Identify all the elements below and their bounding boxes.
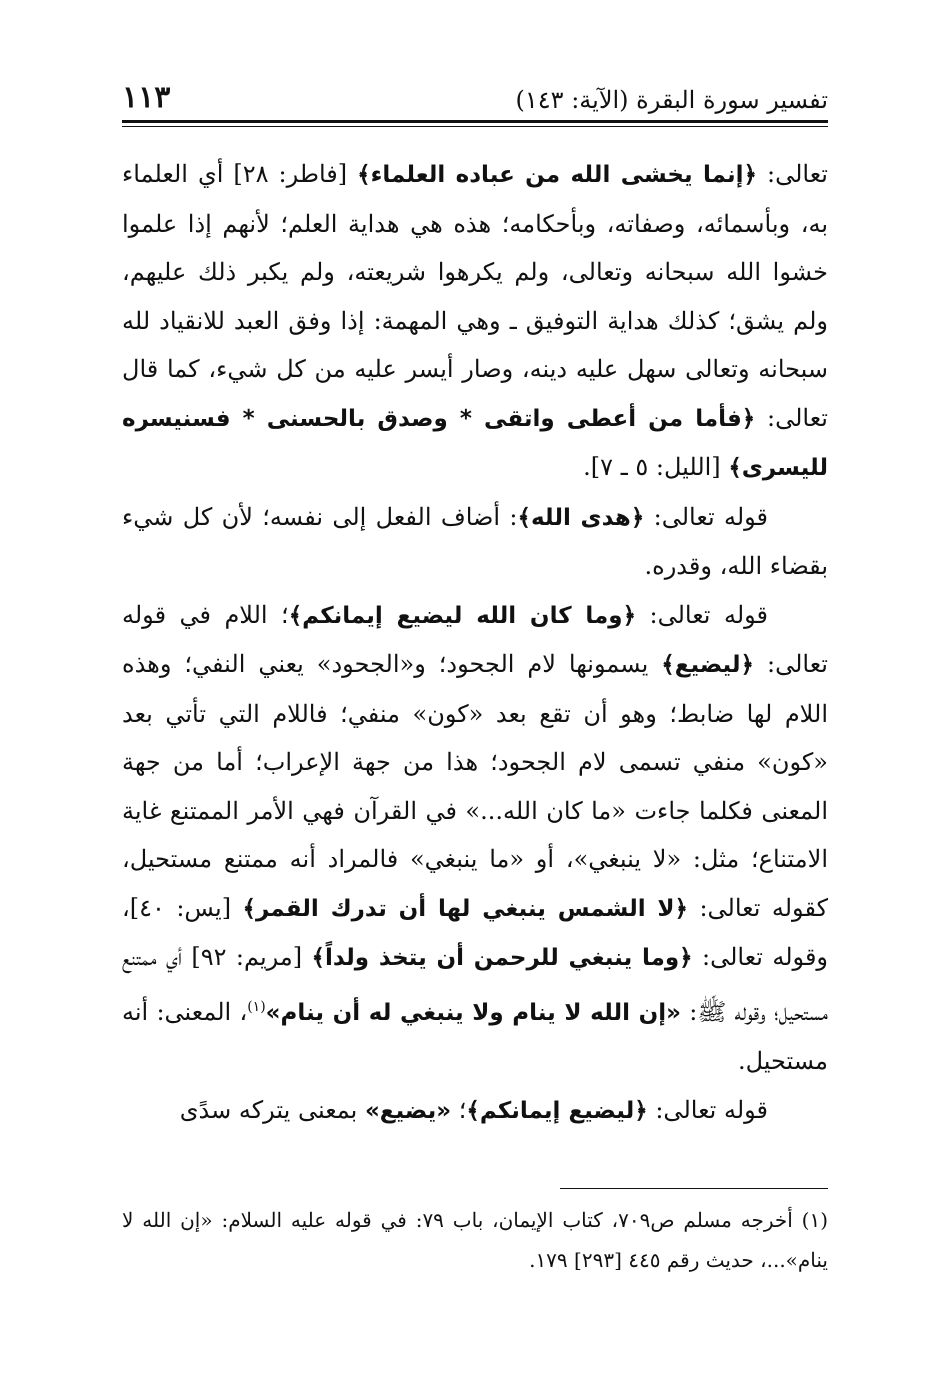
quoted-text: ﴿وما كان الله ليضيع إيمانكم﴾: [288, 602, 637, 629]
text-run: [الليل: ٥ ـ ٧].: [583, 453, 729, 481]
main-text: [122, 150, 828, 1135]
text-run: ؛: [451, 1095, 467, 1124]
text-run: بمعنى يتركه سدًى: [179, 1095, 365, 1124]
paragraph: [122, 1086, 828, 1136]
quoted-text: ﴿لا الشمس ينبغي لها أن تدرك القمر﴾: [242, 895, 689, 922]
header-rule-thin: [122, 126, 828, 127]
text-run: قوله تعالى:: [647, 1095, 768, 1124]
footnote: (١) أخرجه مسلم ص٧٠٩، كتاب الإيمان، باب ٧٩: في قوله عليه السلام: «إن الله لا ينام»...، حديث رقم ٤٤٥ [٢٩٣] ١٧٩.: [122, 1208, 828, 1272]
quoted-text: ﴿إنما يخشى الله من عباده العلماء﴾: [357, 162, 758, 188]
footnotes: [122, 1200, 828, 1280]
text-run: يسمونها لام الجحود؛ و«الجحود» يعني النفي؛ وهذه اللام لها ضابط؛ وهو أن تقع بعد «كون» منفي؛ فاللام التي تأتي بعد «كون» منفي تسمى لام الجحود؛ هذا من جهة الإعراب؛ أما من جهة المعنى فكلما جاءت «ما كان الله...» في القرآن فهي الأمر الممتنع غاية الامتناع؛ مثل: «لا ينبغي»، أو «ما ينبغي» فالمراد أنه ممتنع مستحيل، كقوله تعالى:: [122, 650, 829, 922]
footnote-separator: [560, 1188, 828, 1189]
page-number: ١١٣: [122, 80, 171, 115]
quoted-text: ﴿وما ينبغي للرحمن أن يتخذ ولداً﴾: [311, 945, 693, 971]
quoted-text: ﴿هدى الله﴾: [517, 504, 645, 531]
text-run: قوله تعالى:: [636, 600, 768, 629]
text-run: قوله تعالى:: [644, 502, 768, 531]
header-rule: [122, 120, 828, 123]
text-run: [مريم: ٩٢] أي ممتنع مستحيل؛ وقوله ﷺ:: [122, 943, 829, 1026]
text-run: تعالى:: [757, 160, 828, 188]
text-run: [فاطر: ٢٨] أي العلماء به، وبأسمائه، وصفاته، وبأحكامه؛ هذه هي هداية العلم؛ لأنهم إذا علموا خشوا الله سبحانه وتعالى، ولم يكرهوا شريعته، ولم يكبر ذلك عليهم، ولم يشق؛ كذلك هداية التوفيق ـ وهي المهمة: إذا وفق العبد للانقياد لله سبحانه وتعالى سهل عليه دينه، وصار أيسر عليه من كل شيء، كما قال تعالى:: [122, 160, 829, 432]
quoted-text: ﴿فأما من أعطى واتقى * وصدق بالحسنى * فسنيسره لليسرى﴾: [122, 405, 828, 481]
running-header: [122, 80, 828, 118]
quoted-text: «يضيع»: [364, 1097, 452, 1124]
paragraph: [122, 493, 828, 591]
text-run: ؛ اللام في قوله تعالى:: [122, 600, 828, 678]
quoted-text: «إن الله لا ينام ولا ينبغي له أن ينام»: [265, 999, 681, 1026]
paragraph: [122, 591, 828, 1086]
footnote-marker: (١): [247, 998, 266, 1015]
quoted-text: ﴿ليضيع إيمانكم﴾: [466, 1097, 648, 1124]
quoted-text: ﴿ليضيع﴾: [661, 652, 755, 678]
header-title: تفسير سورة البقرة (الآية: ١٤٣): [515, 86, 828, 114]
text-run: [يس: ٤٠]، وقوله تعالى:: [122, 893, 829, 971]
text-run: : أضاف الفعل إلى نفسه؛ لأن كل شيء بقضاء الله، وقدره.: [122, 502, 828, 580]
paragraph: [122, 150, 828, 493]
text-run: ، المعنى: أنه مستحيل.: [122, 997, 828, 1075]
